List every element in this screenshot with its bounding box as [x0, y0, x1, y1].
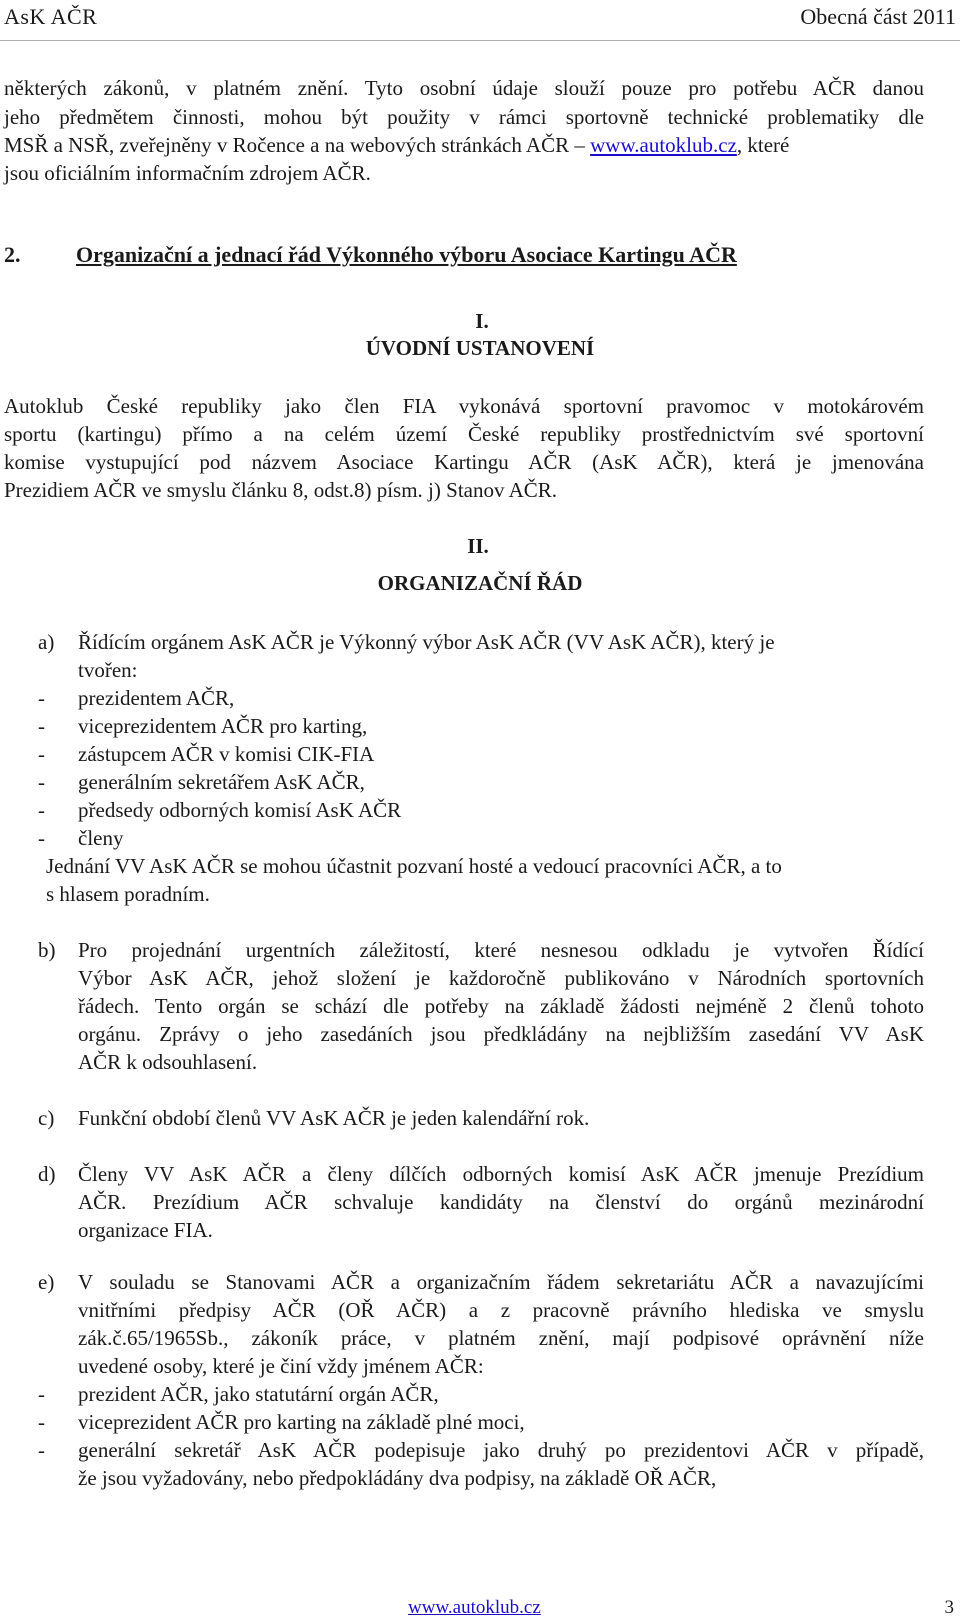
item-b-line-2: Výbor AsK AČR, jehož složení je každoročně publikováno v Národních sportovních	[78, 966, 924, 990]
item-b-line-4: orgánu. Zprávy o jeho zasedáních jsou předkládány na nejbližším zasedání VV AsK	[78, 1022, 924, 1046]
item-e-line-1: V souladu se Stanovami AČR a organizačním řádem sekretariátu AČR a navazujícími	[78, 1270, 924, 1294]
list-dash: -	[38, 798, 45, 822]
list-dash: -	[38, 686, 45, 710]
list-dash: -	[38, 1410, 45, 1434]
item-b-line-1: Pro projednání urgentních záležitostí, které nesnesou odkladu je vytvořen Řídící	[78, 938, 924, 962]
list-dash: -	[38, 1438, 45, 1462]
member-item: zástupcem AČR v komisi CIK-FIA	[78, 742, 375, 766]
list-dash: -	[38, 742, 45, 766]
signatory-item: prezident AČR, jako statutární orgán AČR,	[78, 1382, 439, 1406]
item-b-label: b)	[38, 938, 56, 962]
signatory-item: viceprezident AČR pro karting na základě plné moci,	[78, 1410, 525, 1434]
item-e-line-3: zák.č.65/1965Sb., zákoník práce, v platném znění, mají podpisové oprávnění níže	[78, 1326, 924, 1350]
item-d-line-2: AČR. Prezídium AČR schvaluje kandidáty na členství do orgánů mezinárodní	[78, 1190, 924, 1214]
item-d-line-1: Členy VV AsK AČR a členy dílčích odborných komisí AsK AČR jmenuje Prezídium	[78, 1162, 924, 1186]
list-dash: -	[38, 770, 45, 794]
member-item: generálním sekretářem AsK AČR,	[78, 770, 365, 794]
item-b-line-5: AČR k odsouhlasení.	[78, 1050, 258, 1074]
item-d-line-3: organizace FIA.	[78, 1218, 213, 1242]
item-a-note-1: Jednání VV AsK AČR se mohou účastnit pozvaní hosté a vedoucí pracovníci AČR, a to	[46, 854, 782, 878]
intro-line-1: některých zákonů, v platném znění. Tyto osobní údaje slouží pouze pro potřebu AČR danou	[4, 76, 924, 100]
item-a-line-2: tvořen:	[78, 658, 138, 682]
page-number: 3	[944, 1597, 954, 1618]
part-1-roman: I.	[475, 309, 489, 333]
item-e-line-2: vnitřními předpisy AČR (OŘ AČR) a z pracovně právního hlediska ve smyslu	[78, 1298, 924, 1322]
part-2-roman: II.	[467, 534, 489, 558]
section-number: 2.	[4, 242, 21, 267]
list-dash: -	[38, 1382, 45, 1406]
item-c-label: c)	[38, 1106, 55, 1130]
part-1-line-3: komise vystupující pod názvem Asociace Kartingu AČR (AsK AČR), která je jmenována	[4, 450, 924, 474]
intro-line-3-post: , které	[736, 133, 790, 157]
header-right: Obecná část 2011	[800, 4, 956, 29]
part-1-line-1: Autoklub České republiky jako člen FIA vykonává sportovní pravomoc v motokárovém	[4, 394, 924, 418]
intro-line-2: jeho předmětem činnosti, mohou být použity v rámci sportovně technické problematiky dle	[4, 105, 924, 129]
page-header	[0, 0, 960, 41]
item-e-label: e)	[38, 1270, 55, 1294]
part-2-heading: ORGANIZAČNÍ ŘÁD	[377, 571, 583, 595]
member-item: členy	[78, 826, 124, 850]
part-1-line-2: sportu (kartingu) přímo a na celém území České republiky prostřednictvím své sportovní	[4, 422, 924, 446]
item-d-label: d)	[38, 1162, 56, 1186]
member-item: viceprezidentem AČR pro karting,	[78, 714, 368, 738]
list-dash: -	[38, 826, 45, 850]
member-item: předsedy odborných komisí AsK AČR	[78, 798, 402, 822]
item-a-note-2: s hlasem poradním.	[46, 882, 210, 906]
item-a-label: a)	[38, 630, 55, 654]
list-dash: -	[38, 714, 45, 738]
part-1-line-4: Prezidiem AČR ve smyslu článku 8, odst.8) písm. j) Stanov AČR.	[4, 478, 557, 502]
footer-link[interactable]: www.autoklub.cz	[408, 1597, 541, 1618]
item-e-line-4: uvedené osoby, které je činí vždy jménem AČR:	[78, 1354, 484, 1378]
header-left: AsK AČR	[4, 4, 98, 29]
item-b-line-3: řádech. Tento orgán se schází dle potřeby na základě žádosti nejméně 2 členů tohoto	[78, 994, 924, 1018]
section-title: Organizační a jednací řád Výkonného výboru Asociace Kartingu AČR	[76, 242, 737, 267]
item-c-line-1: Funkční období členů VV AsK AČR je jeden kalendářní rok.	[78, 1106, 590, 1130]
intro-line-3-pre: MSŘ a NSŘ, zveřejněny v Ročence a na webových stránkách AČR –	[4, 133, 591, 157]
signatory-item: generální sekretář AsK AČR podepisuje jako druhý po prezidentovi AČR v případě,	[78, 1438, 924, 1462]
signatory-item-continued: že jsou vyžadovány, nebo předpokládány dva podpisy, na základě OŘ AČR,	[78, 1466, 717, 1490]
item-a-line-1: Řídícím orgánem AsK AČR je Výkonný výbor AsK AČR (VV AsK AČR), který je	[78, 630, 775, 654]
part-1-heading: ÚVODNÍ USTANOVENÍ	[365, 336, 595, 360]
intro-line-4: jsou oficiálním informačním zdrojem AČR.	[4, 161, 371, 185]
intro-line-3	[4, 131, 789, 160]
member-item: prezidentem AČR,	[78, 686, 235, 710]
section-heading	[4, 240, 737, 269]
autoklub-link[interactable]: www.autoklub.cz	[590, 133, 737, 157]
